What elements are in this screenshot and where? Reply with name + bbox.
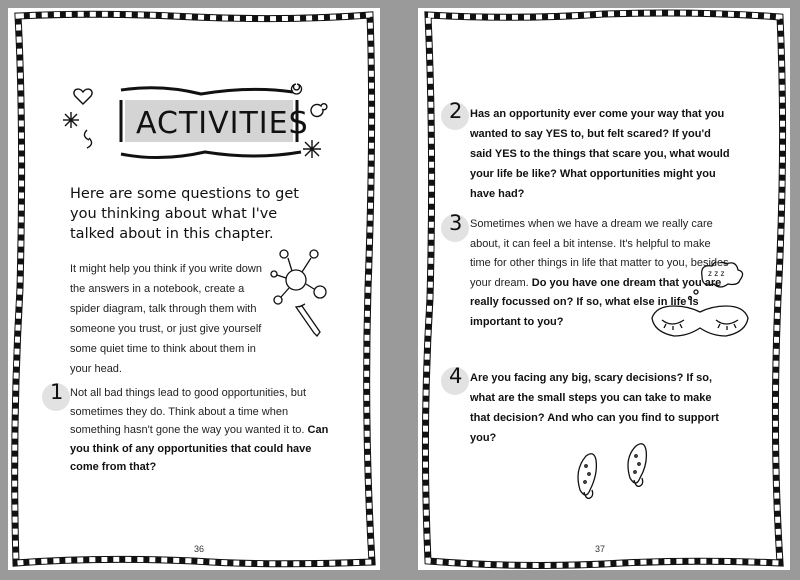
question-1-text: Not all bad things lead to good opportunities, but sometimes they do. Think about a time when something hasn't gone the way you wanted it to. [70,387,307,436]
question-1-question: Can you think of any opportunities that could have come from that? [70,424,329,473]
question-1-number: 1 [50,380,64,404]
question-4-number: 4 [449,364,463,388]
intro-text: Here are some questions to get you thinking about what I've talked about in this chapter. [70,186,299,242]
right-page [418,8,790,570]
question-3-question: Do you have one dream that you are really focussed on? If so, what else in life is important to you? [470,276,722,328]
spider-diagram-icon [266,244,336,338]
tip-text: It might help you think if you write down the answers in a notebook, create a spider diagram, talk through them with someone you trust, or just give yourself some quiet time to think about them in your head. [70,263,262,375]
question-1 [70,384,332,477]
question-3-text: Sometimes when we have a dream we really care about, it can feel a bit intense. It's helpful to make time for other things in life that matter to you, besides your dream. [470,218,729,289]
left-page [8,8,380,570]
question-4 [470,368,732,448]
footprints-icon [570,442,660,508]
sleep-mask-icon [646,262,756,344]
page-heading: ACTIVITIES [136,106,309,141]
page-number-left: 36 [194,544,205,554]
page-number-right: 37 [595,544,606,554]
question-4-question: Are you facing any big, scary decisions? If so, what are the small steps you can take to make that decision? And who can you find to support you? [470,372,719,444]
sleep-bubble-text: z z z [708,269,725,278]
question-2 [470,104,734,204]
question-2-question: Has an opportunity ever come your way that you wanted to say YES to, but felt scared? If you'd said YES to the things that scare you, what would your life be like? What opportunities might you have had? [470,108,730,200]
question-2-number: 2 [449,99,463,123]
question-3-number: 3 [449,211,463,235]
